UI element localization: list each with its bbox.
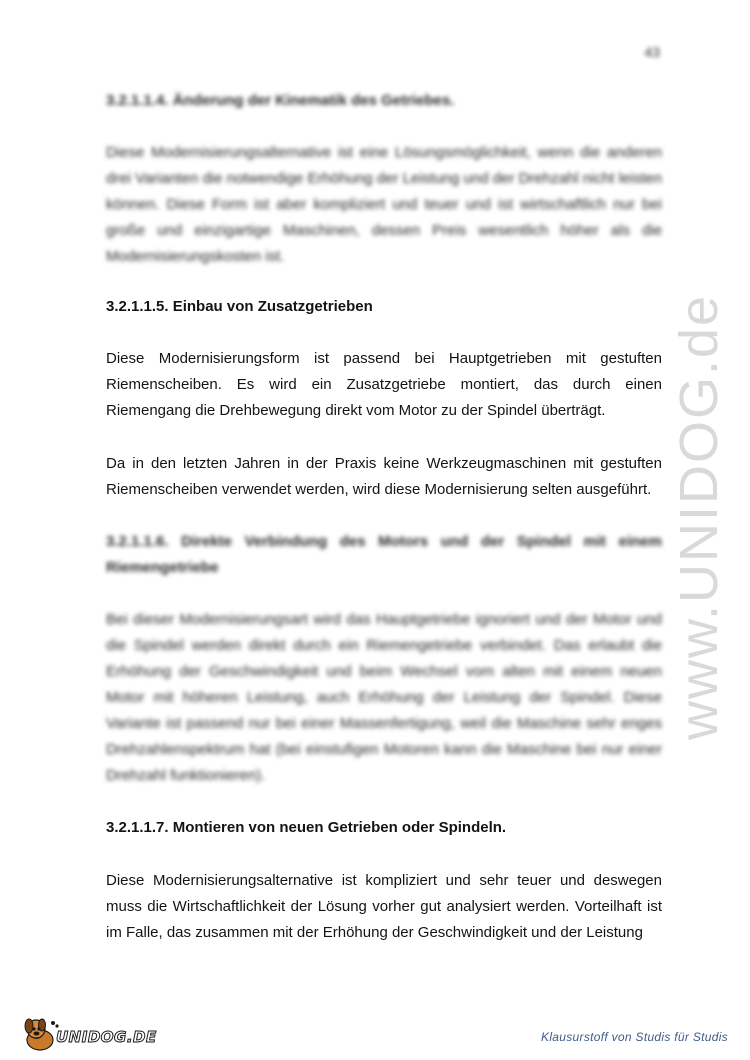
watermark-text: www.UNIDOG.de xyxy=(669,293,729,741)
section-heading-3-2-1-1-7: 3.2.1.1.7. Montieren von neuen Getrieben oder Spindeln. xyxy=(106,819,507,836)
section-paragraph-3-2-1-1-4: Diese Modernisierungsalternative ist eine Lösungsmöglichkeit, wenn die anderen drei Varianten die notwendige Erhöhung der Leistung und der Drehzahl nicht leisten können. Diese Form ist aber kompliziert und teuer und ist wirtschaftlich nur bei große und einzigartige Maschinen, dessen Preis wesentlich höher als die Modernisierungskosten ist. xyxy=(106,144,662,265)
footer-tagline: Klausurstoff von Studis für Studis xyxy=(541,1030,728,1044)
unidog-logo xyxy=(20,1014,157,1054)
section-paragraph-3-2-1-1-5-b: Da in den letzten Jahren in der Praxis keine Werkzeugmaschinen mit gestuften Riemenscheiben verwendet werden, wird diese Modernisierung selten ausgeführt. xyxy=(106,455,662,498)
section-heading-3-2-1-1-4: 3.2.1.1.4. Änderung der Kinematik des Getriebes. xyxy=(106,92,455,109)
section-paragraph-3-2-1-1-7: Diese Modernisierungsalternative ist kompliziert und sehr teuer und deswegen muss die Wirtschaftlichkeit der Lösung vorher gut analysiert werden. Vorteilhaft ist im Falle, das zusammen mit der Erhöhung der Geschwindigkeit und der Leistung xyxy=(106,872,662,941)
page-number: 43 xyxy=(644,44,660,60)
dog-mascot-icon xyxy=(20,1014,60,1054)
watermark xyxy=(634,282,750,752)
logo-text: UNIDOG.DE xyxy=(56,1028,157,1046)
section-paragraph-3-2-1-1-5-a: Diese Modernisierungsform ist passend bei Hauptgetrieben mit gestuften Riemenscheiben. Es wird ein Zusatzgetriebe montiert, das durch einen Riemengang die Drehbewegung direkt vom Motor zu der Spindel überträgt. xyxy=(106,350,662,419)
section-heading-3-2-1-1-5: 3.2.1.1.5. Einbau von Zusatzgetrieben xyxy=(106,298,373,315)
section-heading-3-2-1-1-6: 3.2.1.1.6. Direkte Verbindung des Motors und der Spindel mit einem Riemengetriebe xyxy=(106,533,662,576)
section-paragraph-3-2-1-1-6: Bei dieser Modernisierungsart wird das Hauptgetriebe ignoriert und der Motor und die Spindel werden direkt durch ein Riemengetriebe verbindet. Das erlaubt die Erhöhung der Geschwindigkeit und beim Wechsel vom alten mit einem neuen Motor mit höheren Leistung, auch Erhöhung der Leistung der Spindel. Diese Variante ist passend nur bei einer Massenfertigung, weil die Maschine sehr enges Drehzahlenspektrum hat (bei einstufigen Motoren kann die Maschine bei nur einer Drehzahl funktionieren). xyxy=(106,611,662,784)
